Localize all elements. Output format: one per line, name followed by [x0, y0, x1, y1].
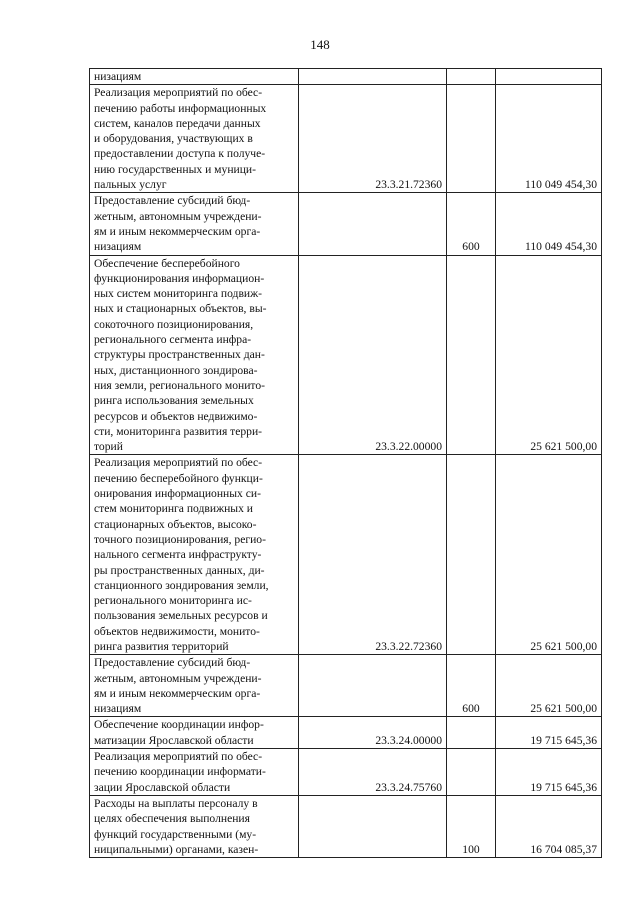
row-code: 23.3.22.72360	[299, 455, 447, 655]
row-amount: 16 704 085,37	[496, 795, 602, 857]
table-row	[90, 717, 602, 749]
row-code	[299, 69, 447, 85]
row-amount: 25 621 500,00	[496, 255, 602, 455]
row-expense-type	[447, 255, 496, 455]
row-amount: 110 049 454,30	[496, 85, 602, 193]
row-code: 23.3.21.72360	[299, 85, 447, 193]
row-amount: 19 715 645,36	[496, 749, 602, 796]
row-name: Реализация мероприятий по обес- печению бесперебойного функци- онирования информационных си- стем мониторинга подвижных и стационарных объектов, высоко- точного позиционирования, регио- нального сегмента инфраструкту- ры пространственных данных, ди- станционного зондирования земли, регионального мониторинга ис- пользования земельных ресурсов и объектов недвижимости, монито- ринга развития территорий	[90, 455, 299, 655]
row-name: Реализация мероприятий по обес- печению координации информати- зации Ярославской области	[90, 749, 299, 796]
page-number: 148	[310, 37, 330, 52]
row-expense-type	[447, 69, 496, 85]
row-amount	[496, 69, 602, 85]
table-row	[90, 193, 602, 255]
row-expense-type: 600	[447, 193, 496, 255]
table-row	[90, 85, 602, 193]
table-row	[90, 795, 602, 857]
table-row	[90, 69, 602, 85]
row-code	[299, 193, 447, 255]
row-expense-type	[447, 717, 496, 749]
row-expense-type	[447, 749, 496, 796]
row-expense-type: 100	[447, 795, 496, 857]
table-row	[90, 455, 602, 655]
budget-table	[89, 68, 602, 858]
row-code: 23.3.24.00000	[299, 717, 447, 749]
row-code: 23.3.22.00000	[299, 255, 447, 455]
row-code	[299, 655, 447, 717]
row-name: Обеспечение координации инфор- матизации Ярославской области	[90, 717, 299, 749]
row-name: низациям	[90, 69, 299, 85]
table-row	[90, 255, 602, 455]
table-row	[90, 655, 602, 717]
row-code: 23.3.24.75760	[299, 749, 447, 796]
row-amount: 25 621 500,00	[496, 455, 602, 655]
row-expense-type: 600	[447, 655, 496, 717]
row-amount: 25 621 500,00	[496, 655, 602, 717]
row-amount: 110 049 454,30	[496, 193, 602, 255]
row-code	[299, 795, 447, 857]
row-expense-type	[447, 85, 496, 193]
table-row	[90, 749, 602, 796]
row-name: Предоставление субсидий бюд- жетным, автономным учреждени- ям и иным некоммерческим орга- низациям	[90, 193, 299, 255]
row-name: Обеспечение бесперебойного функционирования информацион- ных систем мониторинга подвиж- ных и стационарных объектов, вы- сокоточного позиционирования, регионального сегмента инфра- структуры пространственных дан- ных, дистанционного зондирова- ния земли, регионального монито- ринга использования земельных ресурсов и объектов недвижимо- сти, мониторинга развития терри- торий	[90, 255, 299, 455]
row-name: Предоставление субсидий бюд- жетным, автономным учреждени- ям и иным некоммерческим орга- низациям	[90, 655, 299, 717]
row-name: Реализация мероприятий по обес- печению работы информационных систем, каналов передачи данных и оборудования, участвующих в предоставлении доступа к получе- нию государственных и муници- пальных услуг	[90, 85, 299, 193]
row-amount: 19 715 645,36	[496, 717, 602, 749]
row-name: Расходы на выплаты персоналу в целях обеспечения выполнения функций государственными (му- ниципальными) органами, казен-	[90, 795, 299, 857]
row-expense-type	[447, 455, 496, 655]
